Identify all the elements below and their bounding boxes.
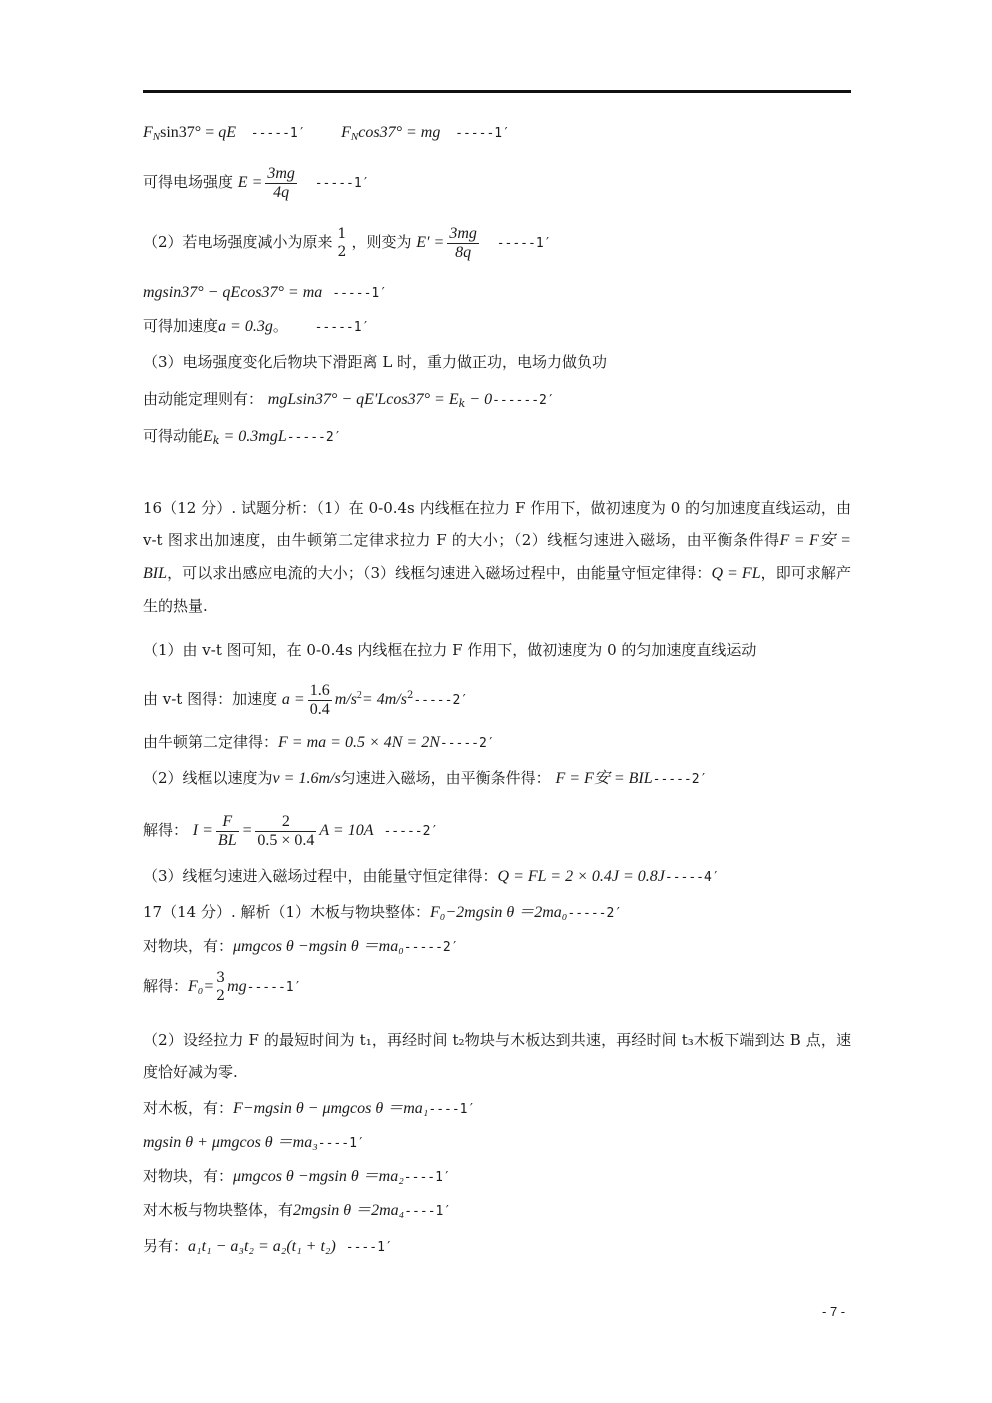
s17-line-1: 17（14 分）. 解析（1）木板与物块整体：F₀−2mgsin θ ＝2ma₀-----2′	[143, 903, 623, 921]
s16-intro: 16（12 分）. 试题分析：（1）在 0-0.4s 内线框在拉力 F 作用下，做初速度为 0 的匀加速度直线运动，由 v-t 图求出加速度，由牛顿第二定律求拉力 F 的大小；（2）线框匀速进入磁场，由平衡条件得F = F安 = BIL，可以求出感应电流的大小；（3）线框匀速进入磁场过程中，由能量守恒定律得：Q = FL，即可求解产生的热量.	[143, 499, 851, 615]
s16-line-4: （2）线框以速度为v = 1.6m/s匀速进入磁场，由平衡条件得： F = F安 = BIL-----2′	[143, 769, 708, 787]
s17-line-8: 对木板与物块整体，有2mgsin θ ＝2ma₄----1′	[143, 1201, 452, 1219]
s16-line-5: 解得： I = $\frac{F}{BL}$ = $\frac{2}{0.5 \times 0.4}$ A = 10A -----2′	[143, 812, 439, 849]
s15-line-4: mgsin37° − qEcos37° = ma -----1′	[143, 284, 388, 301]
s17-line-2: 对物块，有：μmgcos θ −mgsin θ ＝ma₀-----2′	[143, 937, 459, 955]
header-rule	[143, 90, 851, 93]
s17-line-4: （2）设经拉力 F 的最短时间为 t₁，再经时间 t₂物块与木板达到共速，再经时间 t₃木板下端到达 B 点，速度恰好减为零.	[143, 1031, 851, 1081]
s15-line-2: 可得电场强度 E = $\frac{3mg}{4q}$ -----1′	[143, 164, 370, 201]
s16-line-1: （1）由 v-t 图可知，在 0-0.4s 内线框在拉力 F 作用下，做初速度为 0 的匀加速度直线运动	[143, 641, 757, 659]
page-number: - 7 -	[822, 1304, 846, 1319]
s15-line-1: $F_N\sin 37^\circ$ = qE -----1′ $F_N\cos 37^\circ$ = mg -----1′	[143, 124, 510, 143]
s16-line-6: （3）线框匀速进入磁场过程中，由能量守恒定律得：Q = FL = 2 × 0.4J = 0.8J-----4′	[143, 867, 720, 885]
s17-line-5: 对木板，有：F−mgsin θ − μmgcos θ ＝ma₁----1′	[143, 1099, 476, 1117]
s15-line-8: 可得动能$E_k = 0.3mgL-----2'$	[143, 427, 342, 447]
s16-line-3: 由牛顿第二定律得：F = ma = 0.5 × 4N = 2N-----2′	[143, 733, 495, 751]
s17-line-3: 解得：F₀= 3 2 mg-----1′	[143, 970, 302, 1004]
s15-line-7: 由动能定理则有： $mgLsin37^\circ - qE'Lcos37^\circ = E_k - 0------2'$	[143, 390, 555, 410]
s16-line-2: 由 v-t 图得：加速度 a = $\frac{1.6}{0.4}$ $m/s^2= 4m/s^2-----2'$	[143, 681, 469, 718]
s15-line-3: （2）若电场强度减小为原来 1 2 ，则变为 E′ = $\frac{3mg}{8q}$ -----1′	[143, 224, 552, 261]
s15-line-6: （3）电场强度变化后物块下滑距离 L 时，重力做正功，电场力做负功	[143, 353, 608, 371]
s15-line-5: 可得加速度a = 0.3g。 -----1′	[143, 317, 370, 335]
s17-line-9: 另有：a₁t₁ − a₃t₂ = a₂(t₁ + t₂) ----1′	[143, 1237, 393, 1255]
s17-line-6: mgsin θ + μmgcos θ ＝ma₃----1′	[143, 1134, 365, 1151]
s17-line-7: 对物块，有：μmgcos θ −mgsin θ ＝ma₂----1′	[143, 1167, 451, 1185]
